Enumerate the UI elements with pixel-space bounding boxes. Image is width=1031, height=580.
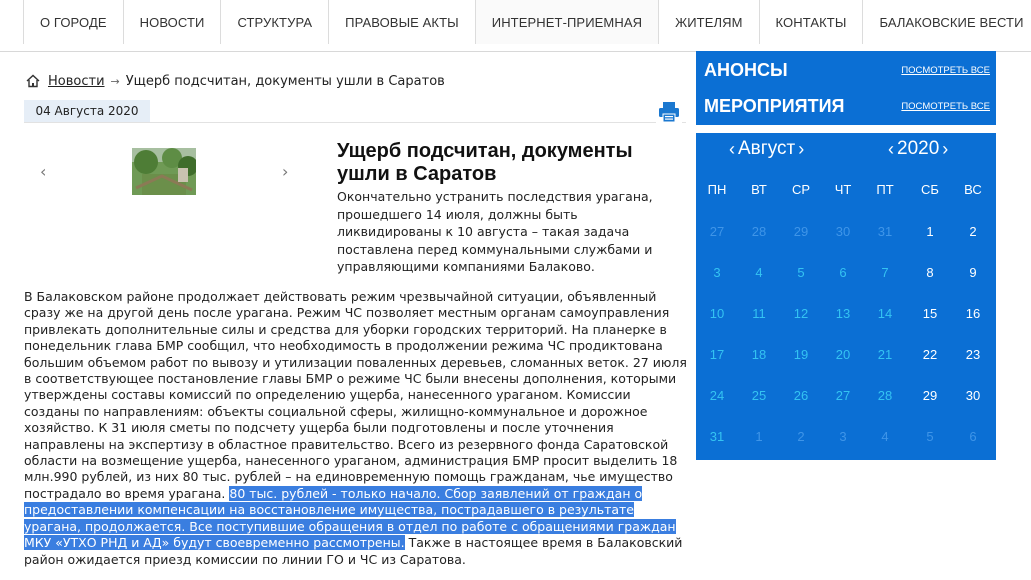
breadcrumb-link-news[interactable]: Новости: [48, 73, 105, 89]
calendar-day: 2: [797, 429, 805, 444]
calendar-day[interactable]: 17: [709, 347, 725, 362]
calendar-day[interactable]: 9: [969, 265, 977, 280]
calendar-day: 5: [926, 429, 934, 444]
calendar-day[interactable]: 1: [926, 224, 934, 239]
article-date: 04 Августа 2020: [24, 100, 150, 122]
announce-title: АНОНСЫ: [704, 59, 788, 80]
calendar-day: 29: [793, 224, 809, 239]
calendar-prev-month-button[interactable]: ‹: [729, 138, 735, 159]
calendar-weekday: ВТ: [751, 182, 767, 197]
announce-view-all-link[interactable]: ПОСМОТРЕТЬ ВСЕ: [901, 64, 990, 76]
calendar-day[interactable]: 31: [709, 429, 725, 444]
calendar-day[interactable]: 8: [926, 265, 934, 280]
calendar-day[interactable]: 7: [881, 265, 889, 280]
calendar-day[interactable]: 25: [751, 388, 767, 403]
announce-row: [704, 57, 990, 83]
slider-prev-arrow[interactable]: ‹: [40, 162, 47, 181]
calendar-day: 27: [709, 224, 725, 239]
calendar-day[interactable]: 30: [965, 388, 981, 403]
top-nav-list: [23, 0, 1031, 44]
calendar-day: 4: [881, 429, 889, 444]
nav-item-residents[interactable]: ЖИТЕЛЯМ: [659, 0, 759, 44]
calendar-weekday: СБ: [921, 182, 939, 197]
calendar-day: 3: [839, 429, 847, 444]
calendar-year-switcher: [885, 136, 951, 162]
nav-item-balakovo-news[interactable]: БАЛАКОВСКИЕ ВЕСТИ: [863, 0, 1031, 44]
calendar-day[interactable]: 14: [877, 306, 893, 321]
calendar-weekday: ЧТ: [834, 182, 852, 197]
calendar-day[interactable]: 18: [751, 347, 767, 362]
events-view-all-link[interactable]: ПОСМОТРЕТЬ ВСЕ: [901, 100, 990, 112]
calendar-day[interactable]: 2: [969, 224, 977, 239]
calendar-day: 1: [755, 429, 763, 444]
calendar-day[interactable]: 24: [709, 388, 725, 403]
calendar-day[interactable]: 20: [835, 347, 851, 362]
breadcrumb: [26, 72, 445, 90]
calendar-day[interactable]: 5: [797, 265, 805, 280]
article-lead: Окончательно устранить последствия урагана, прошедшего 14 июля, должны быть ликвидированы к 10 августа – такая задача поставлена перед коммунальными службами и управляющими компаниями Балаково.: [337, 189, 653, 275]
nav-item-about[interactable]: О ГОРОДЕ: [23, 0, 124, 44]
home-icon[interactable]: [26, 74, 40, 88]
date-divider: [24, 122, 686, 123]
calendar-prev-year-button[interactable]: ‹: [888, 138, 894, 159]
calendar-day[interactable]: 23: [965, 347, 981, 362]
calendar-weekday: ПТ: [876, 182, 894, 197]
calendar-month-switcher: [726, 136, 807, 162]
calendar-day[interactable]: 21: [877, 347, 893, 362]
calendar-day[interactable]: 15: [922, 306, 938, 321]
nav-item-legal-acts[interactable]: ПРАВОВЫЕ АКТЫ: [329, 0, 476, 44]
calendar-month-label: Август: [738, 138, 796, 159]
calendar-day: 6: [969, 429, 977, 444]
calendar-day[interactable]: 12: [793, 306, 809, 321]
calendar-day[interactable]: 16: [965, 306, 981, 321]
nav-item-internet-reception[interactable]: ИНТЕРНЕТ-ПРИЕМНАЯ: [476, 0, 659, 44]
body-text-before: В Балаковском районе продолжает действовать режим чрезвычайной ситуации, объявленный сразу же на другой день после урагана. Режим ЧС позволяет местным органам самоуправления привлекать дополнительные силы и средства для уборки городских территорий. На планерке в понедельник глава БМР сообщил, что необходимость в продолжении режима ЧС продиктована большим объемом работ по вывозу и утилизации поваленных деревьев, сломанных веток. 27 июля в соответствующее постановление главы БМР о режиме ЧС были внесены дополнения, которыми утверждены составы комиссий по определению ущерба, нанесенного ураганом. Комиссии созданы по направлениям: объекты социальной сферы, жилищно-коммунальное и дорожное хозяйство. К 31 июля сметы по подсчету ущерба были подготовлены и после уточнения направлены на экспертизу в областное правительство. Всего из резервного фонда Саратовской области на возмещение ущерба, нанесенного ураганом, администрация БМР просит выделить 18 млн.990 рублей, из них 80 тыс. рублей – на единовременную помощь гражданам, чье имущество пострадало во время урагана.: [24, 289, 687, 501]
breadcrumb-current: Ущерб подсчитан, документы ушли в Саратов: [125, 73, 445, 89]
calendar-day[interactable]: 6: [839, 265, 847, 280]
date-bar: [24, 100, 686, 124]
calendar-day[interactable]: 10: [709, 306, 725, 321]
calendar-day[interactable]: 22: [922, 347, 938, 362]
calendar-next-month-button[interactable]: ›: [798, 138, 805, 159]
calendar-day[interactable]: 11: [752, 306, 766, 321]
calendar-day[interactable]: 26: [793, 388, 809, 403]
printer-icon[interactable]: [656, 100, 682, 124]
calendar-day[interactable]: 28: [877, 388, 893, 403]
events-row: [704, 93, 990, 119]
events-title: МЕРОПРИЯТИЯ: [704, 95, 845, 116]
calendar-weekday: СР: [791, 182, 811, 197]
body-text-after: Также в настоящее время в Балаковский район ожидается приезд комиссии по линии ГО и ЧС из Саратова.: [24, 535, 683, 567]
slider-next-arrow[interactable]: ›: [282, 162, 289, 181]
calendar-day[interactable]: 27: [835, 388, 851, 403]
calendar-day[interactable]: 3: [713, 265, 721, 280]
body-text-selected: 80 тыс. рублей - только начало. Сбор заявлений от граждан о предоставлении компенсации на восстановление имущества, пострадавшего в результате урагана, продолжается. Все поступившие обращения в отдел по работе с обращениями граждан МКУ «УТХО РНД и АД» будут своевременно рассмотрены.: [24, 485, 676, 551]
calendar-day: 31: [877, 224, 893, 239]
calendar-weekday: ВС: [964, 182, 982, 197]
calendar-next-year-button[interactable]: ›: [942, 138, 949, 159]
article-title: Ущерб подсчитан, документы ушли в Саратов: [337, 140, 633, 185]
breadcrumb-separator: →: [110, 74, 120, 88]
nav-item-contacts[interactable]: КОНТАКТЫ: [760, 0, 864, 44]
calendar-day[interactable]: 19: [793, 347, 809, 362]
nav-item-news[interactable]: НОВОСТИ: [124, 0, 222, 44]
nav-item-structure[interactable]: СТРУКТУРА: [221, 0, 329, 44]
top-nav: [0, 0, 1031, 52]
calendar-day: 30: [835, 224, 851, 239]
calendar-day: 28: [751, 224, 767, 239]
article-body: [24, 289, 689, 568]
calendar-day[interactable]: 4: [755, 265, 763, 280]
calendar-day[interactable]: 13: [835, 306, 851, 321]
calendar-day[interactable]: 29: [922, 388, 938, 403]
article-photo-thumbnail[interactable]: [132, 148, 196, 195]
calendar-weekday: ПН: [707, 182, 727, 197]
calendar-year-label: 2020: [897, 138, 940, 159]
